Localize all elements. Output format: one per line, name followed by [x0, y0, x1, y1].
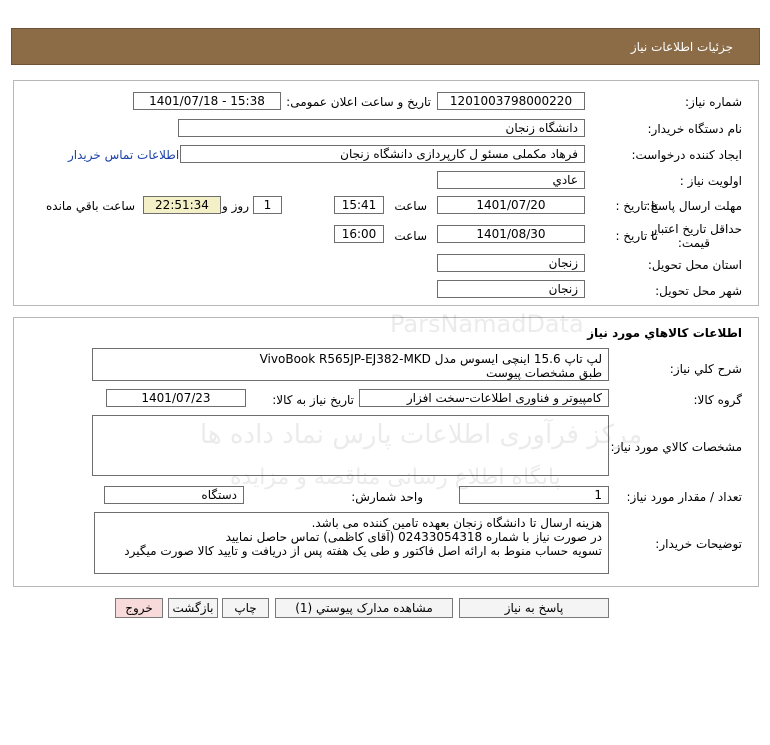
remaining-label: ساعت باقي مانده [46, 199, 136, 213]
need-number-field: 1201003798000220 [437, 92, 585, 110]
buyer-org-field: دانشگاه زنجان [178, 119, 585, 137]
days-label: روز و [222, 199, 249, 213]
announce-label: تاریخ و ساعت اعلان عمومی: [286, 95, 431, 109]
creator-field: فرهاد مکملی مسئو ل کارپردازی دانشگاه زنجان [180, 145, 585, 163]
desc-line-1: لپ تاپ 15.6 اینچی ایسوس مدل VivoBook R565JP-EJ382-MKD [259, 352, 602, 366]
validity-time-label: ساعت [394, 229, 427, 243]
buyer-contact-link[interactable]: اطلاعات تماس خریدار [68, 148, 180, 162]
group-field: کامپیوتر و فناوری اطلاعات-سخت افزار [359, 389, 609, 407]
buyer-org-label: نام دستگاه خریدار: [647, 122, 742, 136]
page-title: جزئیات اطلاعات نیاز [630, 40, 733, 54]
unit-field: دستگاه [104, 486, 244, 504]
deadline-time-field: 15:41 [334, 196, 384, 214]
watermark-brand: ParsNamadData [390, 310, 584, 338]
notes-line-2: در صورت نیاز با شماره 02433054318 (آقای کاظمی) تماس حاصل نمایید [225, 530, 602, 544]
validity-time-field: 16:00 [334, 225, 384, 243]
desc-field [92, 348, 609, 381]
notes-field [94, 512, 609, 574]
desc-line-2: طبق مشخصات پیوست [485, 366, 602, 380]
validity-label-2: قیمت: [677, 236, 710, 250]
back-button[interactable]: بازگشت [168, 598, 218, 618]
deadline-time-label: ساعت [394, 199, 427, 213]
need-info-panel [13, 80, 759, 306]
days-field: 1 [253, 196, 282, 214]
reply-button[interactable]: پاسخ به نياز [459, 598, 609, 618]
notes-line-3: تسویه حساب منوط به ارائه اصل فاکتور و طی یک هفته پس از دریافت و تایید کالا صورت میگیرد [124, 544, 602, 558]
qty-label: تعداد / مقدار مورد نياز: [626, 490, 742, 504]
city-label: شهر محل تحویل: [655, 284, 742, 298]
validity-to-label: تا تاریخ : [615, 229, 658, 243]
unit-label: واحد شمارش: [351, 490, 423, 504]
need-number-label: شماره نیاز: [685, 95, 742, 109]
notes-line-1: هزینه ارسال تا دانشگاه زنجان بعهده تامین کننده می باشد. [311, 516, 602, 530]
announce-field: 1401/07/18 - 15:38 [133, 92, 281, 110]
remaining-time-field: 22:51:34 [143, 196, 221, 214]
validity-label-1: حداقل تاریخ اعتبار [651, 222, 742, 236]
deadline-label: مهلت ارسال پاسخ: [646, 199, 742, 213]
watermark-line-2: پایگاه اطلاع رسانی مناقصه و مزایده [230, 465, 561, 490]
province-label: استان محل تحویل: [647, 258, 742, 272]
desc-label: شرح کلي نياز: [669, 362, 742, 376]
qty-field: 1 [459, 486, 609, 504]
priority-field: عادي [437, 171, 585, 189]
watermark-line-1: مرکز فرآوری اطلاعات پارس نماد داده ها [200, 420, 643, 450]
priority-label: اولویت نیاز : [679, 174, 742, 188]
need-date-label: تاریخ نیاز به کالا: [272, 393, 354, 407]
exit-button[interactable]: خروج [115, 598, 163, 618]
need-date-field: 1401/07/23 [106, 389, 246, 407]
attachments-button[interactable]: مشاهده مدارک پيوستي (1) [275, 598, 453, 618]
province-field: زنجان [437, 254, 585, 272]
print-button[interactable]: چاپ [222, 598, 269, 618]
deadline-to-label: تا تاریخ : [615, 199, 658, 213]
validity-date-field: 1401/08/30 [437, 225, 585, 243]
goods-section-title: اطلاعات کالاهاي مورد نياز [587, 326, 742, 340]
page-header [11, 28, 760, 65]
notes-label: توضيحات خريدار: [655, 537, 742, 551]
deadline-date-field: 1401/07/20 [437, 196, 585, 214]
group-label: گروه کالا: [693, 393, 742, 407]
creator-label: ایجاد کننده درخواست: [631, 148, 742, 162]
specs-label: مشخصات کالاي مورد نياز: [610, 440, 742, 454]
city-field: زنجان [437, 280, 585, 298]
